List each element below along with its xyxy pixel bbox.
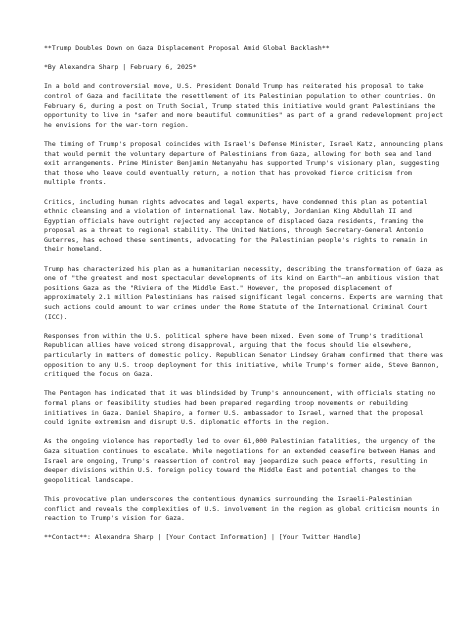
paragraph-6: The Pentagon has indicated that it was blindsided by Trump's announcement, with officials stating no formal plans or feasibility studies had been prepared regarding troop movements or rebuilding initiatives in Gaza. Daniel Shapiro, a former U.S. ambassador to Israel, warned that the proposal could ignite extremism and disrupt U.S. diplomatic efforts in the region. xyxy=(44,389,436,427)
paragraph-4: Trump has characterized his plan as a humanitarian necessity, describing the transformation of Gaza as one of "the greatest and most spectacular developments of its kind on Earth"—an ambitious vision that positions Gaza as the "Riviera of the Middle East." However, the proposed displacement of approximately 2.1 million Palestinians has raised significant legal concerns. Experts are warning that such actions could amount to war crimes under the Rome Statute of the International Criminal Court (ICC). xyxy=(44,264,444,321)
paragraph-8: This provocative plan underscores the contentious dynamics surrounding the Israeli-Palestinian conflict and reveals the complexities of U.S. involvement in the region as global criticism mounts in reaction to Trump's vision for Gaza. xyxy=(44,494,440,523)
contact-line: **Contact**: Alexandra Sharp | [Your Contact Information] | [Your Twitter Handle] xyxy=(44,533,361,542)
paragraph-3: Critics, including human rights advocates and legal experts, have condemned this plan as potential ethnic cleansing and a violation of international law. Notably, Jordanian King Abdullah II and Egyptian officials have outright rejected any acceptance of displaced Gaza residents, framing the proposal as a threat to regional stability. The United Nations, through Secretary-General Antonio Guterres, has echoed these sentiments, advocating for the Palestinian people's rights to remain in their homeland. xyxy=(44,197,428,254)
paragraph-1: In a bold and controversial move, U.S. President Donald Trump has reiterated his proposal to take control of Gaza and facilitate the resettlement of its Palestinian population to other countries. On February 6, during a post on Truth Social, Trump stated this initiative would grant Palestinians the opportunity to live in "safer and more beautiful communities" as part of a grand redevelopment project he envisions for the war-torn region. xyxy=(44,82,444,129)
document-body xyxy=(44,44,444,552)
article-title: **Trump Doubles Down on Gaza Displacement Proposal Amid Global Backlash** xyxy=(44,44,330,52)
article-byline: *By Alexandra Sharp | February 6, 2025* xyxy=(44,63,197,72)
paragraph-7: As the ongoing violence has reportedly led to over 61,000 Palestinian fatalities, the urgency of the Gaza situation continues to escalate. While negotiations for an extended ceasefire between Hamas and Israel are ongoing, Trump's reassertion of control may jeopardize such peace efforts, resulting in deeper divisions within U.S. foreign policy toward the Middle East and potential changes to the geopolitical landscape. xyxy=(44,437,436,484)
paragraph-2: The timing of Trump's proposal coincides with Israel's Defense Minister, Israel Katz, announcing plans that would permit the voluntary departure of Palestinians from Gaza, allowing for both sea and land exit arrangements. Prime Minister Benjamin Netanyahu has supported Trump's visionary plan, suggesting that those who leave could eventually return, a notion that has provoked fierce criticism from multiple fronts. xyxy=(44,139,444,187)
paragraph-5: Responses from within the U.S. political sphere have been mixed. Even some of Trump's traditional Republican allies have voiced strong disapproval, arguing that the focus should lie elsewhere, particularly in matters of domestic policy. Republican Senator Lindsey Graham confirmed that there was opposition to any U.S. troop deployment for this initiative, while Trump's former aide, Steve Bannon, critiqued the focus on Gaza. xyxy=(44,331,444,379)
